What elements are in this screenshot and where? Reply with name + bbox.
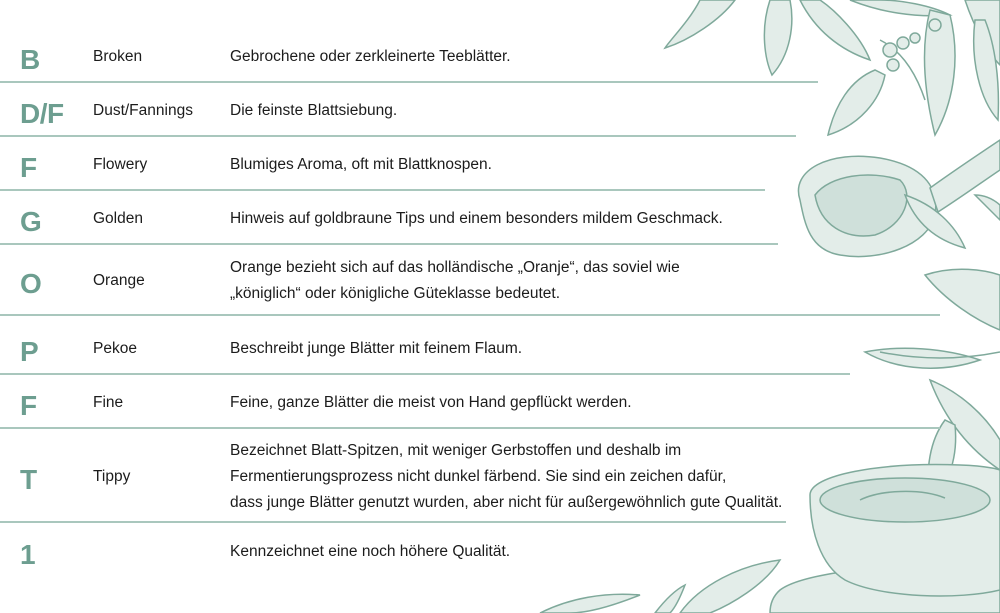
description-line: Gebrochene oder zerkleinerte Teeblätter. (230, 48, 511, 65)
grade-description (230, 255, 680, 307)
grade-term: Broken (93, 48, 143, 65)
description-line: Beschreibt junge Blätter mit feinem Flaum. (230, 340, 523, 357)
grade-description (230, 206, 723, 232)
grade-code: F (20, 390, 37, 421)
grade-term: Flowery (93, 156, 148, 173)
row-divider (0, 373, 850, 375)
grade-code: G (20, 206, 42, 237)
description-line: Orange bezieht sich auf das holländische „Oranje“, das soviel wie (230, 259, 680, 276)
row-divider (0, 427, 940, 429)
grade-code: B (20, 44, 40, 75)
description-line: Bezeichnet Blatt-Spitzen, mit weniger Gerbstoffen und deshalb im (230, 442, 682, 459)
grade-term: Dust/Fannings (93, 102, 193, 119)
grade-description (230, 539, 510, 565)
row-divider (0, 81, 818, 83)
grade-description (230, 438, 782, 516)
grade-term: Fine (93, 394, 124, 411)
description-line: Kennzeichnet eine noch höhere Qualität. (230, 543, 511, 560)
grade-description (230, 336, 522, 362)
grade-description (230, 152, 492, 178)
row-divider (0, 314, 940, 316)
grade-code: F (20, 152, 37, 183)
description-line: Feine, ganze Blätter die meist von Hand gepflückt werden. (230, 394, 632, 411)
grade-term: Golden (93, 210, 143, 227)
description-line: „königlich“ oder königliche Güteklasse bedeutet. (230, 285, 560, 302)
grade-term: Pekoe (93, 340, 137, 357)
grade-description (230, 44, 511, 70)
grade-term: Orange (93, 272, 145, 289)
description-line: dass junge Blätter genutzt wurden, aber nicht für außergewöhnlich gute Qualität. (230, 494, 783, 511)
description-line: Blumiges Aroma, oft mit Blattknospen. (230, 156, 492, 173)
row-divider (0, 243, 778, 245)
grade-description (230, 390, 632, 416)
grade-description (230, 98, 397, 124)
row-divider (0, 521, 786, 523)
grade-code: D/F (20, 98, 64, 129)
description-line: Fermentierungsprozess nicht dunkel färbend. Sie sind ein zeichen dafür, (230, 468, 727, 485)
row-divider (0, 189, 765, 191)
description-line: Die feinste Blattsiebung. (230, 102, 398, 119)
description-line: Hinweis auf goldbraune Tips und einem besonders mildem Geschmack. (230, 210, 723, 227)
grade-code: P (20, 336, 39, 367)
grade-code: O (20, 268, 42, 299)
grade-term: Tippy (93, 468, 131, 485)
row-divider (0, 135, 796, 137)
grade-code: T (20, 464, 37, 495)
grade-code: 1 (20, 539, 36, 570)
